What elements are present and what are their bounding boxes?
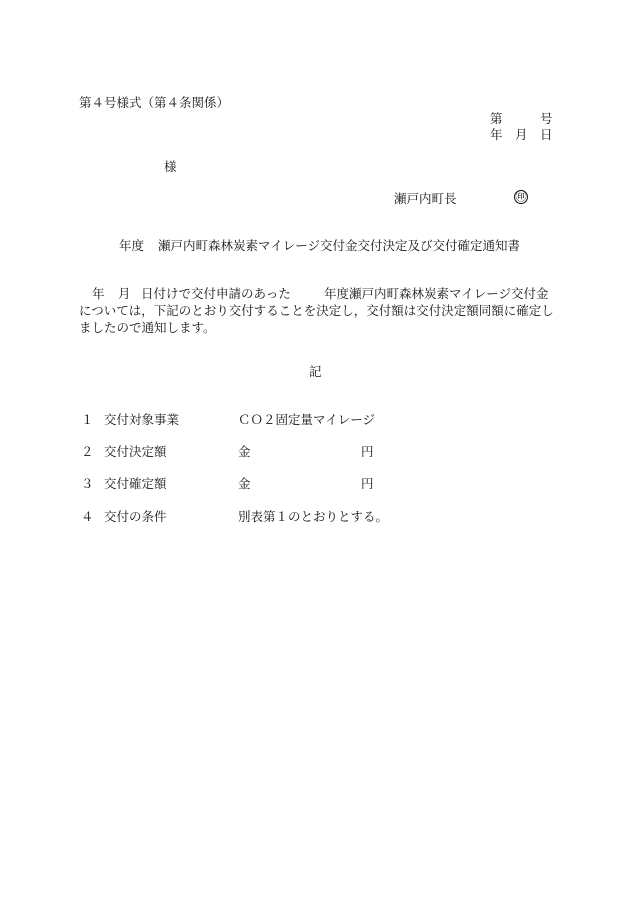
body-text-b: 年度瀬戸内町森林炭素マイレージ交付金 bbox=[324, 286, 549, 301]
body-month-label: 月 bbox=[118, 286, 131, 301]
form-number: 第４号様式（第４条関係） bbox=[79, 95, 230, 110]
body-paragraph bbox=[79, 285, 554, 336]
item-number: ３ bbox=[81, 476, 94, 491]
item-number: ４ bbox=[81, 509, 94, 524]
body-line-2 bbox=[79, 302, 554, 319]
item-unit: 円 bbox=[361, 476, 374, 491]
sender-name: 瀬戸内町長 bbox=[394, 191, 457, 206]
item-label: 交付の条件 bbox=[104, 509, 167, 524]
item-label: 交付決定額 bbox=[104, 444, 167, 459]
seal-mark: ㊞ bbox=[515, 190, 527, 203]
date-year-label: 年 bbox=[490, 127, 503, 142]
item-number: １ bbox=[81, 412, 94, 427]
item-value: ＣＯ２固定量マイレージ bbox=[238, 412, 376, 427]
body-line-1 bbox=[79, 285, 551, 302]
number-label-dai: 第 bbox=[490, 111, 503, 126]
item-label: 交付確定額 bbox=[104, 476, 167, 491]
number-label-go: 号 bbox=[540, 111, 553, 126]
addressee-sama: 様 bbox=[164, 159, 177, 174]
body-text-a: 日付けで交付申請のあった bbox=[141, 286, 291, 301]
body-line-3-text: ましたので通知します。 bbox=[79, 320, 216, 335]
title-text: 瀬戸内町森林炭素マイレージ交付金交付決定及び交付確定通知書 bbox=[158, 238, 521, 253]
title-year-label: 年度 bbox=[119, 238, 145, 253]
date-month-label: 月 bbox=[515, 127, 528, 142]
date-day-label: 日 bbox=[540, 127, 553, 142]
item-label: 交付対象事業 bbox=[104, 412, 180, 427]
body-year-label: 年 bbox=[92, 286, 105, 301]
item-number: ２ bbox=[81, 444, 94, 459]
item-value: 金 bbox=[238, 444, 251, 459]
body-line-3 bbox=[79, 319, 551, 336]
item-value: 金 bbox=[238, 476, 251, 491]
item-unit: 円 bbox=[361, 444, 374, 459]
ki-heading: 記 bbox=[309, 364, 322, 379]
item-value: 別表第１のとおりとする。 bbox=[238, 509, 389, 524]
body-line-2-text: については，下記のとおり交付することを決定し，交付額は交付決定額同額に確定し bbox=[79, 303, 554, 318]
